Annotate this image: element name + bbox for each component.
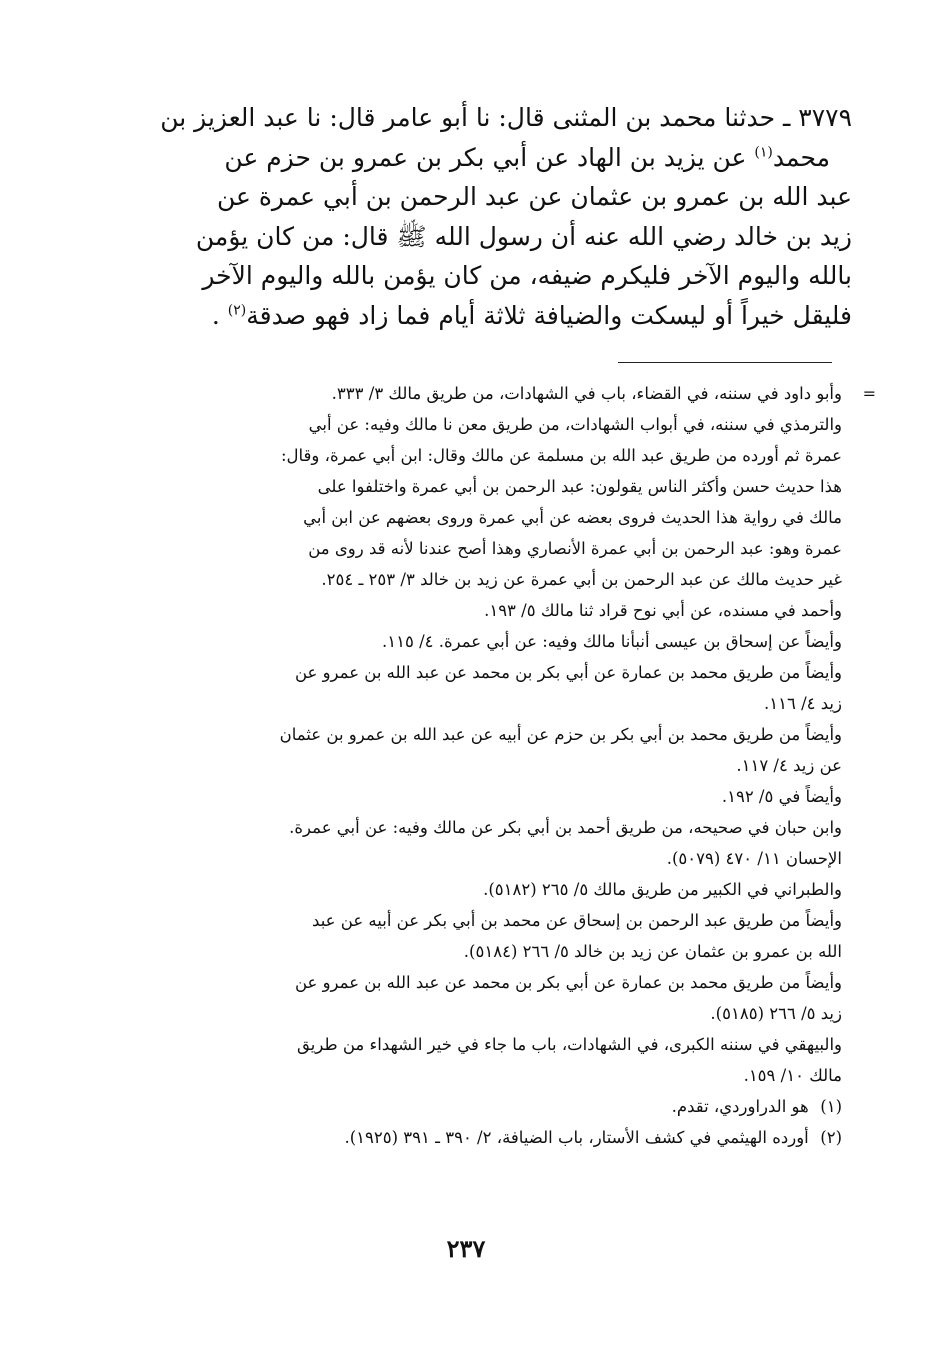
note-line: وابن حبان في صحيحه، من طريق أحمد بن أبي بكر عن مالك وفيه: عن أبي عمرة.: [289, 818, 842, 837]
footnotes-section: [128, 378, 876, 1153]
footnote-ref-1: (١): [754, 144, 773, 161]
note-line: والطبراني في الكبير من طريق مالك ٥/ ٢٦٥ (٥١٨٢).: [483, 880, 842, 899]
hadith-line-4: زيد بن خالد رضي الله عنه أن رسول الله ﷺ قال: من كان يؤمن: [195, 221, 852, 251]
hadith-line-6: فليقل خيراً أو ليسكت والضيافة ثلاثة أيام فما زاد فهو صدقة$^{(٢)}$ .: [211, 300, 852, 330]
note-line: وأحمد في مسنده، عن أبي نوح قراد ثنا مالك ٥/ ١٩٣.: [484, 601, 842, 620]
note-line: مالك ١٠/ ١٥٩.: [743, 1066, 842, 1085]
note-line: وأيضاً في ٥/ ١٩٢.: [721, 787, 842, 806]
continuation-marker: =: [862, 384, 876, 403]
note-line: هذا حديث حسن وأكثر الناس يقولون: عبد الرحمن بن أبي عمرة واختلفوا على: [317, 477, 842, 496]
note-line: عمرة ثم أورده من طريق عبد الله بن مسلمة عن مالك وقال: ابن أبي عمرة، وقال:: [280, 446, 842, 465]
hadith-line-2: محمد$^{(١)}$ عن يزيد بن الهاد عن أبي بكر بن عمرو بن حزم عن: [224, 142, 830, 172]
footnote-separator: [618, 362, 832, 363]
footnote-ref-2: (٢): [227, 302, 247, 319]
note-line: وأيضاً من طريق محمد بن عمارة عن أبي بكر بن محمد عن عبد الله بن عمرو عن: [294, 973, 842, 992]
note-line: الله بن عمرو بن عثمان عن زيد بن خالد ٥/ ٢٦٦ (٥١٨٤).: [463, 942, 842, 961]
note-line: وأيضاً من طريق محمد بن عمارة عن أبي بكر بن محمد عن عبد الله بن عمرو عن: [294, 663, 842, 682]
footnote-text: هو الدراوردي، تقدم.: [671, 1097, 809, 1116]
note-line: وأيضاً من طريق محمد بن أبي بكر بن حزم عن أبيه عن عبد الله بن عمرو بن عثمان: [279, 725, 842, 744]
note-line: مالك في رواية هذا الحديث فروى بعضه عن أبي عمرة وروى بعضهم عن ابن أبي: [303, 508, 842, 527]
hadith-text: [118, 98, 852, 335]
note-line: والبيهقي في سننه الكبرى، في الشهادات، باب ما جاء في خير الشهداء من طريق: [297, 1035, 842, 1054]
hadith-line-1: ٣٧٧٩ ـ حدثنا محمد بن المثنى قال: نا أبو عامر قال: نا عبد العزيز بن: [160, 103, 852, 132]
hadith-line-3: عبد الله بن عمرو بن عثمان عن عبد الرحمن بن أبي عمرة عن: [216, 182, 852, 211]
hadith-line-5: بالله واليوم الآخر فليكرم ضيفه، من كان يؤمن بالله واليوم الآخر: [202, 261, 852, 290]
footnote-1: [128, 1091, 842, 1122]
page-number: ٢٣٧: [446, 1234, 486, 1263]
note-line: زيد ٤/ ١١٦.: [764, 694, 842, 713]
note-line: = وأبو داود في سننه، في القضاء، باب في الشهادات، من طريق مالك ٣/ ٣٣٣.: [128, 378, 842, 409]
note-line: زيد ٥/ ٢٦٦ (٥١٨٥).: [710, 1004, 842, 1023]
note-line: والترمذي في سننه، في أبواب الشهادات، من طريق معن نا مالك وفيه: عن أبي: [308, 415, 842, 434]
note-line: وأيضاً عن إسحاق بن عيسى أنبأنا مالك وفيه: عن أبي عمرة. ٤/ ١١٥.: [381, 632, 842, 651]
footnote-text: أورده الهيثمي في كشف الأستار، باب الضيافة، ٢/ ٣٩٠ ـ ٣٩١ (١٩٢٥).: [344, 1128, 809, 1147]
note-line: عمرة وهو: عبد الرحمن بن أبي عمرة الأنصاري وهذا أصح عندنا لأنه قد روى من: [308, 539, 842, 558]
note-line: عن زيد ٤/ ١١٧.: [736, 756, 842, 775]
note-line: غير حديث مالك عن عبد الرحمن بن أبي عمرة عن زيد بن خالد ٣/ ٢٥٣ ـ ٢٥٤.: [321, 570, 842, 589]
footnote-number: (٢): [820, 1128, 842, 1147]
footnote-number: (١): [820, 1097, 842, 1116]
footnote-2: [128, 1122, 842, 1153]
note-line: الإحسان ١١/ ٤٧٠ (٥٠٧٩).: [666, 849, 842, 868]
note-line: وأيضاً من طريق عبد الرحمن بن إسحاق عن محمد بن أبي بكر عن أبيه عن عبد: [312, 911, 842, 930]
